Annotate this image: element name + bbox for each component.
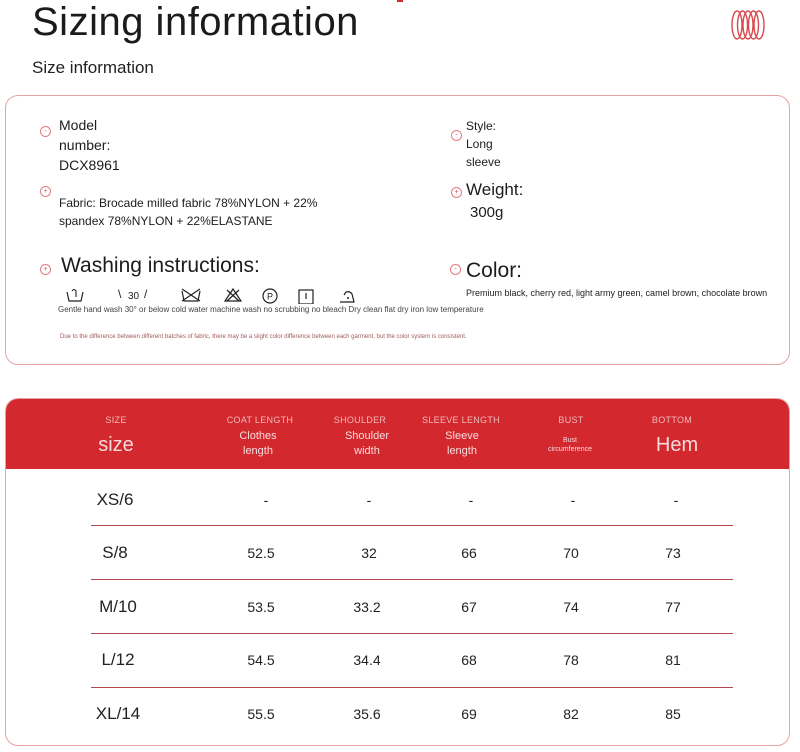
size-table-header: [6, 399, 789, 469]
cell-sleeve-length: 66: [461, 545, 477, 561]
cell-bottom: 73: [665, 545, 681, 561]
cell-sleeve-length: -: [468, 492, 474, 508]
color-value: Premium black, cherry red, light army green, camel brown, chocolate brown: [466, 288, 768, 298]
header-sleeve-length-cn-2: length: [447, 445, 477, 457]
svg-text:P: P: [266, 291, 274, 302]
table-row: [6, 474, 789, 526]
cell-size: XS/6: [96, 490, 134, 509]
dry-clean-icon: [262, 288, 278, 304]
table-row: [6, 581, 789, 633]
cell-bust: 78: [563, 652, 579, 668]
header-sleeve-length-cn: [412, 429, 512, 459]
bullet-icon: +: [40, 186, 51, 197]
top-accent-line: [397, 0, 403, 2]
color-label: Color:: [466, 259, 523, 282]
slash-icon: /: [144, 287, 148, 301]
page-subtitle: Size information: [32, 58, 154, 77]
header-shoulder-cn-2: width: [354, 445, 380, 457]
table-row: [6, 688, 789, 740]
cell-coat-length: -: [263, 492, 269, 508]
cell-shoulder: -: [366, 492, 372, 508]
flat-dry-icon: [298, 288, 314, 304]
cell-size: M/10: [99, 597, 137, 616]
cell-bust: 74: [563, 599, 579, 615]
bullet-icon: +: [451, 187, 462, 198]
header-bust-cn-2: circumference: [548, 446, 592, 453]
bullet-icon: -: [450, 264, 461, 275]
row-divider: [91, 525, 733, 526]
no-scrubbing-icon: [180, 288, 202, 302]
page-title: Sizing information: [32, 0, 359, 44]
model-label-1: Model: [59, 117, 98, 133]
cell-bust: 82: [563, 706, 579, 722]
header-bottom-cn: Hem: [655, 434, 699, 456]
wash-temperature: 30: [128, 291, 140, 302]
cell-coat-length: 55.5: [247, 706, 275, 722]
style-value-2: sleeve: [466, 155, 501, 169]
cell-size: L/12: [101, 650, 135, 669]
cell-shoulder: 35.6: [353, 706, 381, 722]
cell-shoulder: 34.4: [353, 652, 381, 668]
no-bleach-icon: [224, 288, 242, 302]
hand-wash-icon: [66, 288, 84, 302]
style-value-1: Long: [466, 137, 493, 151]
style-label: Style:: [466, 119, 497, 133]
row-divider: [91, 579, 733, 580]
header-shoulder-cn: [317, 429, 417, 459]
header-bust-en: BUST: [558, 415, 584, 425]
cell-bottom: 85: [665, 706, 681, 722]
table-row: [6, 634, 789, 686]
cell-bust: 70: [563, 545, 579, 561]
table-row: [6, 527, 789, 579]
header-coat-length-cn-1: Clothes: [239, 430, 277, 442]
cell-sleeve-length: 67: [461, 599, 477, 615]
header-sleeve-length-cn-1: Sleeve: [445, 430, 479, 442]
model-value: DCX8961: [59, 157, 120, 173]
info-card: [5, 95, 790, 365]
cell-shoulder: 33.2: [353, 599, 381, 615]
brand-logo-icon: [731, 9, 765, 41]
header-shoulder-en: SHOULDER: [333, 415, 387, 425]
cell-sleeve-length: 69: [461, 706, 477, 722]
header-bust-cn-1: Bust: [562, 437, 577, 444]
cell-bottom: -: [673, 492, 679, 508]
cell-size: S/8: [102, 543, 128, 562]
slash-icon: \: [118, 287, 122, 301]
disclaimer: Due to the difference between different batches of fabric, there may be a slight color difference between each garment, but the color system is consistent.: [60, 334, 467, 340]
iron-low-icon: [338, 288, 356, 304]
washing-title: Washing instructions:: [61, 254, 260, 277]
bullet-icon: -: [451, 130, 462, 141]
fabric-line-1: Fabric: Brocade milled fabric 78%NYLON + 22%: [59, 196, 318, 210]
cell-coat-length: 54.5: [247, 652, 275, 668]
cell-bottom: 81: [665, 652, 681, 668]
header-bust-cn: [520, 436, 620, 454]
cell-bottom: 77: [665, 599, 681, 615]
header-size-en: SIZE: [105, 415, 127, 425]
cell-coat-length: 53.5: [247, 599, 275, 615]
size-table: [5, 398, 790, 746]
header-size-cn: size: [98, 434, 134, 456]
header-sleeve-length-en: SLEEVE LENGTH: [422, 415, 500, 425]
model-number: [59, 115, 120, 175]
bullet-icon: +: [40, 264, 51, 275]
header-coat-length-cn-2: length: [243, 445, 273, 457]
bullet-icon: -: [40, 126, 51, 137]
header-coat-length-en: COAT LENGTH: [226, 415, 294, 425]
style-info: [466, 117, 501, 171]
cell-coat-length: 52.5: [247, 545, 275, 561]
cell-bust: -: [570, 492, 576, 508]
cell-size: XL/14: [95, 704, 141, 723]
fabric-info: [59, 194, 317, 230]
cell-sleeve-length: 68: [461, 652, 477, 668]
fabric-line-2: spandex 78%NYLON + 22%ELASTANE: [59, 214, 273, 228]
weight-label: Weight:: [466, 180, 524, 199]
header-bottom-en: BOTTOM: [651, 415, 693, 425]
header-shoulder-cn-1: Shoulder: [344, 430, 390, 442]
header-coat-length-cn: [208, 429, 308, 459]
weight-value: 300g: [470, 204, 504, 221]
cell-shoulder: 32: [361, 545, 377, 561]
model-label-2: number:: [59, 137, 111, 153]
washing-text: Gentle hand wash 30° or below cold water machine wash no scrubbing no bleach Dry clean flat dry iron low temperature: [58, 305, 484, 314]
